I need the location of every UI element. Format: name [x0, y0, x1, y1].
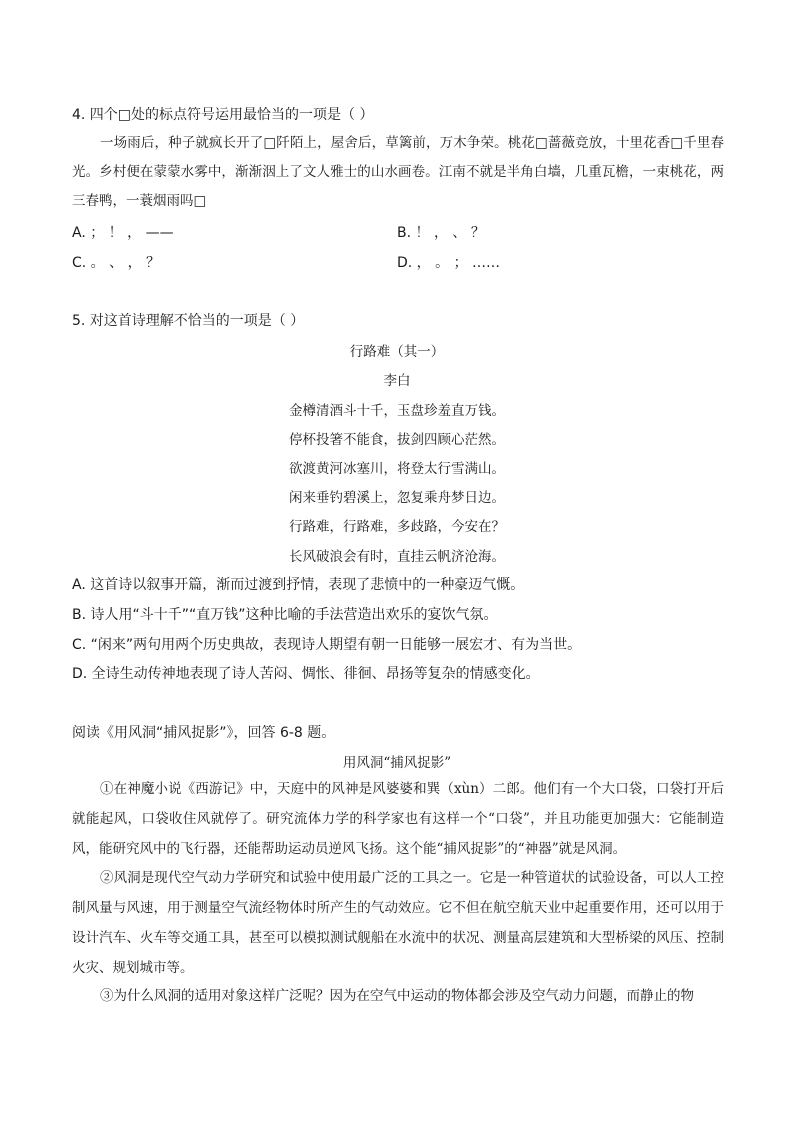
question-4-stem: 4. 四个□处的标点符号运用最恰当的一项是（ ） — [72, 107, 374, 123]
article-paragraph-3: ③为什么风洞的适用对象这样广泛呢？因为在空气中运动的物体都会涉及空气动力问题，而静止的物 — [100, 988, 694, 1004]
question-4-option-c: C. 。 、 ， ？ — [72, 255, 161, 271]
reading-intro: 阅读《用风洞“捕风捉影”》，回答 6-8 题。 — [72, 725, 336, 741]
question-5-stem: 5. 对这首诗理解不恰当的一项是（ ） — [72, 313, 305, 329]
question-5-option-a: A. 这首诗以叙事开篇，渐而过渡到抒情，表现了悲愤中的一种豪迈气慨。 — [72, 577, 525, 593]
question-5-option-c: C. “闲来”两句用两个历史典故，表现诗人期望有朝一日能够一展宏才、有为当世。 — [72, 637, 582, 653]
article-paragraph-1: ①在神魔小说《西游记》中，天庭中的风神是风婆婆和巽（xùn）二郎。他们有一个大口袋，口袋打开后就能起风，口袋收住风就停了。研究流体力学的科学家也有这样一个“口袋”，并且功能更加强大：它能制造风，能研究风中的飞行器，还能帮助运动员逆风飞扬。这个能“捕风捉影”的“神器”就是风洞。 — [72, 781, 724, 857]
poem-title: 行路难（其一） — [349, 344, 445, 360]
article-title: 用风洞“捕风捉影” — [342, 755, 452, 771]
poem-line: 金樽清酒斗十千，玉盘珍羞直万钱。 — [289, 403, 505, 419]
poem-line: 停杯投箸不能食，拔剑四顾心茫然。 — [289, 432, 505, 448]
article-paragraph-2: ②风洞是现代空气动力学研究和试验中使用最广泛的工具之一。它是一种管道状的试验设备，可以人工控制风量与风速，用于测量空气流经物体时所产生的气动效应。它不但在航空航天业中起重要作用，还可以用于设计汽车、火车等交通工具，甚至可以模拟测试舰船在水流中的状况、测量高层建筑和大型桥梁的风压、控制火灾、规划城市等。 — [72, 870, 724, 976]
poem-line: 长风破浪会有时，直挂云帆济沧海。 — [289, 549, 505, 565]
poem-author: 李白 — [383, 373, 411, 389]
poem-line: 欲渡黄河冰塞川，将登太行雪满山。 — [289, 461, 505, 477]
question-5-option-b: B. 诗人用“斗十千”“直万钱”这种比喻的手法营造出欢乐的宴饮气氛。 — [72, 607, 498, 623]
question-4-option-a: A. ； ！ ， —— — [72, 225, 174, 241]
question-5-option-d: D. 全诗生动传神地表现了诗人苦闷、惆怅、徘徊、昂扬等复杂的情感变化。 — [72, 666, 540, 682]
question-4-option-d: D. ， 。 ； …… — [397, 255, 501, 271]
poem-line: 行路难，行路难，多歧路，今安在？ — [289, 519, 505, 535]
question-4-passage: 一场雨后，种子就疯长开了□阡陌上，屋舍后，草篱前，万木争荣。桃花□蔷薇竞放，十里花香□千里春光。乡村便在蒙蒙水雾中，渐渐洇上了文人雅士的山水画卷。江南不就是半角白墙，几重瓦檐，一束桃花，两三春鸭，一蓑烟雨吗□ — [72, 135, 724, 209]
poem-line: 闲来垂钓碧溪上，忽复乘舟梦日边。 — [289, 490, 505, 506]
question-4-option-b: B. ！ ， 、 ？ — [397, 225, 485, 241]
